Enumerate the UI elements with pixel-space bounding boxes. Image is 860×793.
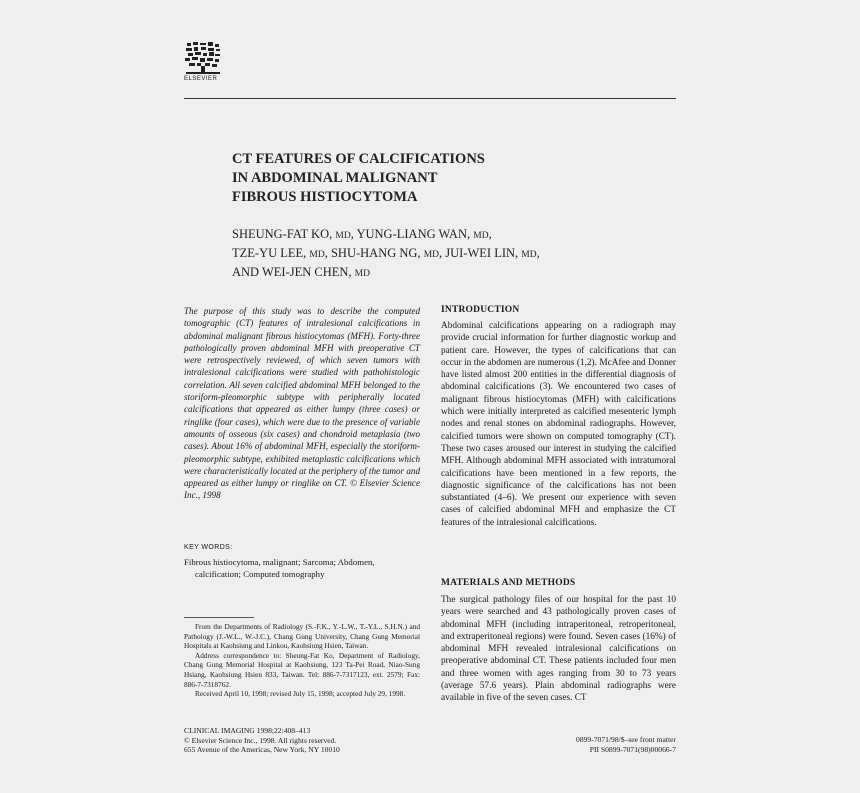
journal-citation: CLINICAL IMAGING 1998;22:408–413 [184,726,311,735]
footnote-rule [184,617,254,618]
received-note: Received April 10, 1998; revised July 15, 1998; accepted July 29, 1998. [195,689,406,699]
journal-info [184,726,424,755]
author-line [232,264,652,283]
degree: MD [335,231,351,241]
author-line [232,226,652,245]
methods-heading: MATERIALS AND METHODS [441,578,576,588]
author-name: AND WEI-JEN CHEN, [232,265,355,279]
author-name: , JUI-WEI LIN, [439,246,522,260]
footnote [184,622,420,699]
separator: , [488,227,492,241]
author-name: SHEUNG-FAT KO, [232,227,336,241]
introduction-text: Abdominal calcifications appearing on a radiograph may provide crucial information for further diagnostic workup and patient care. However, the types of calcifications that can occur in the abdomen are numerous (1,2). McAfee and Donner have listed almost 200 entities in the differential diagnosis of abdominal calcifications (3). We encountered two cases of malignant fibrous histiocytomas (MFH) with calcifications which were initially interpreted as calcified mesenteric lymph nodes and renal stones on abdominal radiographs. However, calcified tumors were shown on computed tomography (CT). These two cases aroused our interest in studying the calcified MFH. Although abdominal MFH associated with intratumoral calcifications have been mentioned in a few reports, the diagnostic significance of the calcifications has not been substantiated (4–6). We present our experience with seven cases of calcified abdominal MFH and emphasize the CT features of the intralesional calcifications. [441,321,676,528]
copyright: © Elsevier Science Inc., 1998. All rights reserved. [184,735,337,745]
degree: MD [354,269,370,279]
publisher-address: 655 Avenue of the Americas, New York, NY 10010 [184,745,340,754]
header-rule [184,98,676,99]
author-name: TZE-YU LEE, [232,246,310,260]
article-identifiers [456,735,676,754]
publisher-label: ELSEVIER [184,76,218,82]
correspondence-note: Address correspondence to: Sheung-Fat Ko, Department of Radiology, Chang Gung Memorial Hospital at Kaohsiung, 123 Ta-Pei Road, Niao-Sung Hsiang, Kaohsiung Hsien 833, Taiwan. Tel: 886-7-7317123, ext. 2579; Fax: 886-7-7318762. [184,650,420,689]
keywords-line: calcification; Computed tomography [195,568,325,579]
title-line: IN ABDOMINAL MALIGNANT [232,170,438,186]
keywords-list [184,557,420,580]
introduction-heading: INTRODUCTION [441,305,520,315]
issn: 0899-7071/98/$–see front matter [576,735,676,744]
abstract-text: The purpose of this study was to describe the computed tomographic (CT) features of intralesional calcifications in abdominal malignant fibrous histiocytomas (MFH). Forty-three pathologically proven abdominal MFH with preoperative CT were retrospectively reviewed, of which seven tumors with intralesional calcifications were studied with pathohistologic correlation. All seven calcified abdominal MFH belonged to the storiform-pleomorphic subtype with peripherally located calcifications that appeared as either lumpy (three cases) or ringlike (four cases), which were due to the presence of variable amounts of osseous (six cases) and chondroid metaplasia (two cases). About 16% of abdominal MFH, especially the storiform-pleomorphic subtype, exhibited metaplastic calcifications which were characteristically located at the periphery of the tumor and appeared as either lumpy or ringlike on CT. © Elsevier Science Inc., 1998 [184,306,420,501]
article-title [232,150,552,207]
degree: MD [521,250,537,260]
degree: MD [309,250,325,260]
methods-text: The surgical pathology files of our hospital for the past 10 years were searched and 43 pathologically proven cases of abdominal MFH (including intraperitoneal, retroperitoneal, and extraperitoneal regions) were found. Seven cases (16%) of abdominal MFH revealed intralesional calcifications on preoperative abdominal CT. These patients included four men and three women with ages ranging from 30 to 73 years (average 57.6 years). Plain abdominal radiographs were available in five of the seven cases. CT [441,595,676,704]
author-name: , SHU-HANG NG, [324,246,424,260]
pii: PII S0899-7071(98)00066-7 [589,744,676,754]
author-name: , YUNG-LIANG WAN, [350,227,474,241]
author-line [232,245,652,264]
affiliation-note: From the Departments of Radiology (S.-F.K., Y.-L.W., T.-Y.L., S.H.N.) and Pathology (J.-W.L., W.-J.C.), Chang Gung University, Chang Gung Memorial Hospitals at Kaohsiung and Linkou, Kaohsiung Hsien, Taiwan. [184,622,420,651]
keywords-heading: KEY WORDS: [184,544,233,551]
separator: , [536,246,540,260]
title-line: CT FEATURES OF CALCIFICATIONS [232,151,485,167]
author-list [232,226,652,283]
keywords-line: Fibrous histiocytoma, malignant; Sarcoma; Abdomen, [184,557,375,567]
title-line: FIBROUS HISTIOCYTOMA [232,189,418,205]
degree: MD [473,231,489,241]
degree: MD [423,250,439,260]
